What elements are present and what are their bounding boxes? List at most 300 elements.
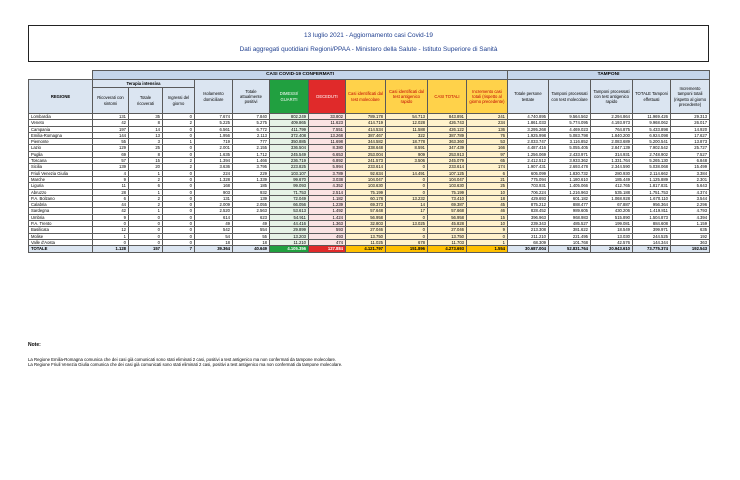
- value-cell: 3.795: [233, 164, 270, 170]
- value-cell: 3.295.268: [508, 126, 549, 132]
- value-cell: 1.159: [671, 221, 710, 227]
- value-cell: 75.199: [428, 189, 467, 195]
- value-cell: 1.817.831: [633, 183, 671, 189]
- value-cell: 2.520: [195, 208, 233, 214]
- value-cell: 1.956: [195, 132, 233, 138]
- value-cell: 6.653: [309, 151, 346, 157]
- value-cell: 1.363: [309, 221, 346, 227]
- value-cell: 909: [386, 151, 428, 157]
- value-cell: 8.591: [386, 145, 428, 151]
- value-cell: 144.344: [633, 239, 671, 245]
- value-cell: 1.216.963: [549, 189, 591, 195]
- value-cell: 0: [129, 233, 163, 239]
- value-cell: 372.408: [270, 132, 309, 138]
- value-cell: 0: [163, 239, 195, 245]
- value-cell: 535.188: [591, 189, 633, 195]
- col-incremento-casi: Incremento casi totali (rispetto al giorno precedente): [467, 80, 508, 114]
- value-cell: 5.265.130: [633, 158, 671, 164]
- value-cell: 4.352: [309, 183, 346, 189]
- value-cell: 46: [467, 208, 508, 214]
- value-cell: 1.125.889: [633, 176, 671, 182]
- value-cell: 0: [163, 132, 195, 138]
- value-cell: 411.799: [270, 126, 309, 132]
- value-cell: 2.083.689: [591, 139, 633, 145]
- value-cell: 426.743: [428, 120, 467, 126]
- region-cell: Molise: [29, 233, 93, 239]
- value-cell: 5.038.068: [633, 164, 671, 170]
- value-cell: 45.828: [428, 221, 467, 227]
- value-cell: 4.121.797: [346, 246, 386, 252]
- value-cell: 493: [309, 233, 346, 239]
- value-cell: 0: [163, 221, 195, 227]
- value-cell: 775.094: [508, 176, 549, 182]
- value-cell: 15: [467, 214, 508, 220]
- value-cell: 221.495: [549, 233, 591, 239]
- value-cell: 55: [93, 139, 129, 145]
- value-cell: 777: [233, 139, 270, 145]
- value-cell: 1.128: [93, 246, 129, 252]
- region-cell: TOTALE: [29, 246, 93, 252]
- value-cell: 7.527: [671, 151, 710, 157]
- value-cell: 322: [386, 132, 428, 138]
- value-cell: 3: [129, 139, 163, 145]
- value-cell: 0: [163, 151, 195, 157]
- value-cell: 1.328: [195, 176, 233, 182]
- value-cell: 884.608: [633, 221, 671, 227]
- value-cell: 13.873: [671, 139, 710, 145]
- value-cell: 7.674: [195, 114, 233, 120]
- value-cell: 139: [233, 195, 270, 201]
- value-cell: 15.499: [671, 164, 710, 170]
- value-cell: 0: [163, 202, 195, 208]
- value-cell: 6.892: [309, 158, 346, 164]
- value-cell: 7: [163, 246, 195, 252]
- col-ricoverati: Ricoverati con sintomi: [93, 88, 129, 114]
- value-cell: 968.983: [549, 214, 591, 220]
- value-cell: 593: [309, 227, 346, 233]
- value-cell: 11.623: [309, 120, 346, 126]
- value-cell: 0: [386, 164, 428, 170]
- value-cell: 151.896: [386, 246, 428, 252]
- value-cell: 1.712: [233, 151, 270, 157]
- value-cell: 14: [129, 126, 163, 132]
- value-cell: 1.907.431: [508, 164, 549, 170]
- value-cell: 635: [671, 227, 710, 233]
- value-cell: 103.107: [270, 170, 309, 176]
- value-cell: 3.544: [671, 195, 710, 201]
- value-cell: 0: [163, 195, 195, 201]
- value-cell: 429.693: [508, 195, 549, 201]
- value-cell: 0: [163, 170, 195, 176]
- value-cell: 18: [195, 239, 233, 245]
- value-cell: 2: [163, 164, 195, 170]
- value-cell: 54.911: [270, 214, 309, 220]
- region-cell: Campania: [29, 126, 93, 132]
- value-cell: 26.017: [671, 120, 710, 126]
- value-cell: 601.182: [549, 195, 591, 201]
- col-casi-antigenico: Casi identificati dal test antigenico rapido: [386, 80, 428, 114]
- value-cell: 875.212: [508, 202, 549, 208]
- value-cell: 13.232: [386, 195, 428, 201]
- value-cell: 5.643: [671, 183, 710, 189]
- value-cell: 542: [195, 227, 233, 233]
- value-cell: 0: [93, 221, 129, 227]
- value-cell: 67.887: [591, 202, 633, 208]
- value-cell: 14.491: [386, 170, 428, 176]
- value-cell: 76: [467, 132, 508, 138]
- col-incremento-tamponi: Incremento tamponi totali (rispetto al giorno precedente): [671, 80, 710, 114]
- value-cell: 29.899: [270, 227, 309, 233]
- value-cell: 2.113: [233, 132, 270, 138]
- value-cell: 18.549: [591, 227, 633, 233]
- value-cell: 56.958: [346, 214, 386, 220]
- value-cell: 1.419.811: [633, 208, 671, 214]
- value-cell: 1.554: [467, 246, 508, 252]
- group-header-tamponi: TAMPONI: [508, 71, 710, 80]
- value-cell: 3.038: [309, 176, 346, 182]
- value-cell: 1.635: [195, 151, 233, 157]
- value-cell: 1.840.200: [591, 132, 633, 138]
- value-cell: 396.963: [508, 214, 549, 220]
- value-cell: 229: [233, 170, 270, 176]
- value-cell: 1: [129, 208, 163, 214]
- value-cell: 56.958: [428, 214, 467, 220]
- value-cell: 888.477: [549, 202, 591, 208]
- value-cell: 399.971: [633, 227, 671, 233]
- note-emilia-romagna: La Regione Emilia-Romagna comunica che dei casi già comunicati sono stati eliminati 2 casi, positivi a test antigenico ma non confermati da tampone molecolare.: [28, 357, 337, 362]
- value-cell: 802.249: [270, 114, 309, 120]
- value-cell: 280.930: [591, 170, 633, 176]
- value-cell: 244.525: [633, 233, 671, 239]
- value-cell: 10: [467, 189, 508, 195]
- value-cell: 3.933.362: [549, 158, 591, 164]
- value-cell: 9: [93, 214, 129, 220]
- value-cell: 1.830.732: [549, 170, 591, 176]
- value-cell: 28: [93, 189, 129, 195]
- value-cell: 239.343: [508, 221, 549, 227]
- col-regione: REGIONE: [29, 80, 93, 114]
- region-cell: Liguria: [29, 183, 93, 189]
- value-cell: 828.452: [508, 208, 549, 214]
- value-cell: 412.765: [591, 183, 633, 189]
- value-cell: 166: [467, 145, 508, 151]
- value-cell: 139: [93, 164, 129, 170]
- value-cell: 932: [233, 189, 270, 195]
- value-cell: 1.492: [309, 208, 346, 214]
- value-cell: 336.504: [270, 145, 309, 151]
- value-cell: 97: [467, 151, 508, 157]
- region-cell: Friuli Venezia Giulia: [29, 170, 93, 176]
- value-cell: 5.055.405: [549, 145, 591, 151]
- col-dimessi: DIMESSI/ GUARITI: [270, 80, 309, 114]
- value-cell: 199.081: [591, 221, 633, 227]
- value-cell: 6.561: [195, 126, 233, 132]
- value-cell: 30.687.004: [508, 246, 549, 252]
- value-cell: 7.902.542: [633, 145, 671, 151]
- value-cell: 27.046: [346, 227, 386, 233]
- value-cell: 9: [93, 176, 129, 182]
- value-cell: 338.648: [346, 145, 386, 151]
- value-cell: 99.670: [270, 176, 309, 182]
- value-cell: 678: [386, 239, 428, 245]
- value-cell: 185.449: [591, 176, 633, 182]
- value-cell: 233.614: [346, 164, 386, 170]
- value-cell: 8: [129, 151, 163, 157]
- value-cell: 6: [129, 183, 163, 189]
- value-cell: 4.394: [671, 214, 710, 220]
- value-cell: 2: [163, 120, 195, 126]
- value-cell: 2.301: [671, 176, 710, 182]
- value-cell: 2.344.590: [591, 164, 633, 170]
- value-cell: 44.416: [270, 221, 309, 227]
- value-cell: 101.768: [549, 239, 591, 245]
- value-cell: 381.622: [549, 227, 591, 233]
- value-cell: 71.753: [270, 189, 309, 195]
- value-cell: 241: [467, 114, 508, 120]
- value-cell: 11: [93, 183, 129, 189]
- value-cell: 11.969.426: [633, 114, 671, 120]
- value-cell: 0: [129, 227, 163, 233]
- value-cell: 2.001: [195, 145, 233, 151]
- value-cell: 54: [195, 233, 233, 239]
- value-cell: 0: [386, 233, 428, 239]
- value-cell: 174: [467, 164, 508, 170]
- value-cell: 1.466: [233, 158, 270, 164]
- value-cell: 0: [386, 183, 428, 189]
- value-cell: 764.875: [591, 126, 633, 132]
- value-cell: 430.206: [591, 208, 633, 214]
- value-cell: 131: [93, 114, 129, 120]
- value-cell: 68.309: [508, 239, 549, 245]
- value-cell: 485.527: [549, 221, 591, 227]
- value-cell: 605.099: [508, 170, 549, 176]
- value-cell: 73.410: [428, 195, 467, 201]
- value-cell: 387.467: [346, 132, 386, 138]
- value-cell: 54.713: [386, 114, 428, 120]
- value-cell: 7.840: [233, 114, 270, 120]
- value-cell: 25: [467, 183, 508, 189]
- report-subtitle: Dati aggregati quotidiani Regioni/PPAA - Ministero della Salute - Istituto Superiore di Sanità: [239, 46, 498, 53]
- value-cell: 144: [93, 132, 129, 138]
- col-tamponi-molecolare: Tamponi processati con test molecolare: [549, 80, 591, 114]
- value-cell: 1: [129, 170, 163, 176]
- value-cell: 9: [467, 227, 508, 233]
- value-cell: 13.268: [309, 132, 346, 138]
- value-cell: 42: [93, 120, 129, 126]
- value-cell: 2.294.864: [591, 114, 633, 120]
- notes-title: Note:: [28, 342, 41, 348]
- value-cell: 7.551: [309, 126, 346, 132]
- value-cell: 73.775.374: [633, 246, 671, 252]
- region-cell: Valle d'Aosta: [29, 239, 93, 245]
- value-cell: 211.210: [508, 233, 549, 239]
- value-cell: 236.719: [270, 158, 309, 164]
- value-cell: 53.613: [270, 208, 309, 214]
- value-cell: 1.751.753: [633, 189, 671, 195]
- col-tamponi-totali: TOTALE Tamponi effettuati: [633, 80, 671, 114]
- value-cell: 0: [93, 239, 129, 245]
- value-cell: 5.774.095: [549, 120, 591, 126]
- value-cell: 17: [386, 208, 428, 214]
- value-cell: 192: [671, 233, 710, 239]
- value-cell: 0: [163, 233, 195, 239]
- value-cell: 2.155: [233, 145, 270, 151]
- value-cell: 15: [129, 158, 163, 164]
- col-deceduti: DECEDUTI: [309, 80, 346, 114]
- value-cell: 1.239: [309, 202, 346, 208]
- value-cell: 18: [233, 239, 270, 245]
- value-cell: 0: [163, 145, 195, 151]
- value-cell: 0: [163, 176, 195, 182]
- value-cell: 1.504.873: [633, 214, 671, 220]
- region-cell: Toscana: [29, 158, 93, 164]
- value-cell: 11.025: [346, 239, 386, 245]
- col-isolamento: Isolamento domiciliare: [195, 80, 233, 114]
- value-cell: 3.636: [195, 164, 233, 170]
- value-cell: 409.865: [270, 120, 309, 126]
- value-cell: 49: [195, 221, 233, 227]
- value-cell: 4.105.356: [270, 246, 309, 252]
- col-attualmente-positivi: Totale attualmente positivi: [233, 80, 270, 114]
- value-cell: 1.331.764: [591, 158, 633, 164]
- value-cell: 314.931: [591, 151, 633, 157]
- value-cell: 719: [195, 139, 233, 145]
- value-cell: 3.789: [309, 170, 346, 176]
- value-cell: 0: [386, 176, 428, 182]
- value-cell: 103.630: [346, 183, 386, 189]
- value-cell: 53: [467, 139, 508, 145]
- region-cell: Puglia: [29, 151, 93, 157]
- value-cell: 8: [129, 120, 163, 126]
- value-cell: 21: [467, 176, 508, 182]
- region-cell: Veneto: [29, 120, 93, 126]
- value-cell: 2.514: [309, 189, 346, 195]
- value-cell: 13.030: [591, 233, 633, 239]
- notes-section: [28, 343, 709, 367]
- value-cell: 224: [195, 170, 233, 176]
- value-cell: 2.563: [233, 208, 270, 214]
- value-cell: 9.968.062: [633, 120, 671, 126]
- value-cell: 0: [129, 239, 163, 245]
- note-friuli: La Regione Friuli Venezia Giulia comunica che dei casi già comunicati sono stati eliminati 2 casi, positivi a test antigenico ma non confermati da tampone molecolare.: [28, 362, 343, 367]
- value-cell: 2.748.902: [633, 151, 671, 157]
- value-cell: 3.506: [386, 158, 428, 164]
- value-cell: 1.256.069: [508, 151, 549, 157]
- value-cell: 414.534: [346, 126, 386, 132]
- value-cell: 363.360: [428, 139, 467, 145]
- value-cell: 5.994: [309, 164, 346, 170]
- value-cell: 6: [93, 195, 129, 201]
- value-cell: 2.693.478: [549, 164, 591, 170]
- value-cell: 104.047: [346, 176, 386, 182]
- value-cell: 2: [129, 202, 163, 208]
- value-cell: 45: [467, 202, 508, 208]
- value-cell: 20.943.610: [591, 246, 633, 252]
- col-persone-testate: Totale persone testate: [508, 80, 549, 114]
- group-header-icu: Terapia intensiva: [93, 80, 195, 88]
- value-cell: 5.225: [195, 120, 233, 126]
- value-cell: 253.004: [346, 151, 386, 157]
- value-cell: 0: [386, 227, 428, 233]
- value-cell: 903: [195, 189, 233, 195]
- value-cell: 55: [233, 233, 270, 239]
- value-cell: 363: [671, 239, 710, 245]
- value-cell: 0: [386, 189, 428, 195]
- value-cell: 14: [386, 202, 428, 208]
- value-cell: 57: [93, 158, 129, 164]
- value-cell: 13.203: [270, 233, 309, 239]
- value-cell: 0: [163, 183, 195, 189]
- value-cell: 4: [93, 170, 129, 176]
- value-cell: 8.380: [309, 145, 346, 151]
- value-cell: 12: [93, 227, 129, 233]
- value-cell: 1.405.066: [549, 183, 591, 189]
- covid-data-table: [28, 70, 710, 253]
- value-cell: 223.825: [270, 164, 309, 170]
- value-cell: 185: [233, 183, 270, 189]
- value-cell: 4.193.973: [591, 120, 633, 126]
- value-cell: 192.543: [671, 246, 710, 252]
- col-ti-totale: Totale ricoverati: [129, 88, 163, 114]
- value-cell: 245.549: [270, 151, 309, 157]
- value-cell: 623: [233, 214, 270, 220]
- value-cell: 0: [163, 114, 195, 120]
- value-cell: 2.412.512: [508, 158, 549, 164]
- region-cell: Calabria: [29, 202, 93, 208]
- value-cell: 10: [467, 221, 508, 227]
- value-cell: 32.803: [346, 221, 386, 227]
- value-cell: 49: [233, 221, 270, 227]
- value-cell: 0: [163, 214, 195, 220]
- value-cell: 25: [129, 145, 163, 151]
- value-cell: 44: [93, 202, 129, 208]
- value-cell: 414.719: [346, 120, 386, 126]
- group-header-cases: CASI COVID-19 CONFERMATI: [93, 71, 508, 80]
- value-cell: 1.339: [233, 176, 270, 182]
- value-cell: 350.885: [270, 139, 309, 145]
- value-cell: 136: [467, 126, 508, 132]
- value-cell: 4.740.895: [508, 114, 549, 120]
- value-cell: 1: [93, 233, 129, 239]
- value-cell: 20: [129, 164, 163, 170]
- value-cell: 1.925.998: [508, 132, 549, 138]
- value-cell: 29.313: [671, 114, 710, 120]
- title-box: [28, 25, 709, 62]
- value-cell: 66.056: [270, 202, 309, 208]
- value-cell: 426.122: [428, 126, 467, 132]
- region-cell: Marche: [29, 176, 93, 182]
- value-cell: 13.025: [386, 221, 428, 227]
- value-cell: 1: [163, 139, 195, 145]
- value-cell: 0: [163, 126, 195, 132]
- region-cell: Piemonte: [29, 139, 93, 145]
- col-casi-totali: CASI TOTALI: [428, 80, 467, 114]
- value-cell: 245.079: [428, 158, 467, 164]
- value-cell: 9.564.562: [549, 114, 591, 120]
- value-cell: 14.920: [671, 126, 710, 132]
- value-cell: 1.068.928: [591, 195, 633, 201]
- value-cell: 5.200.541: [633, 139, 671, 145]
- value-cell: 2.009: [195, 202, 233, 208]
- value-cell: 18.778: [386, 139, 428, 145]
- report-title: 13 luglio 2021 - Aggiornamento casi Covid-19: [304, 32, 433, 39]
- value-cell: 40.649: [233, 246, 270, 252]
- report-sheet: [25, 25, 713, 455]
- value-cell: 13.750: [346, 233, 386, 239]
- value-cell: 2.847.139: [591, 145, 633, 151]
- value-cell: 42.576: [591, 239, 633, 245]
- region-cell: P.A. Bolzano: [29, 195, 93, 201]
